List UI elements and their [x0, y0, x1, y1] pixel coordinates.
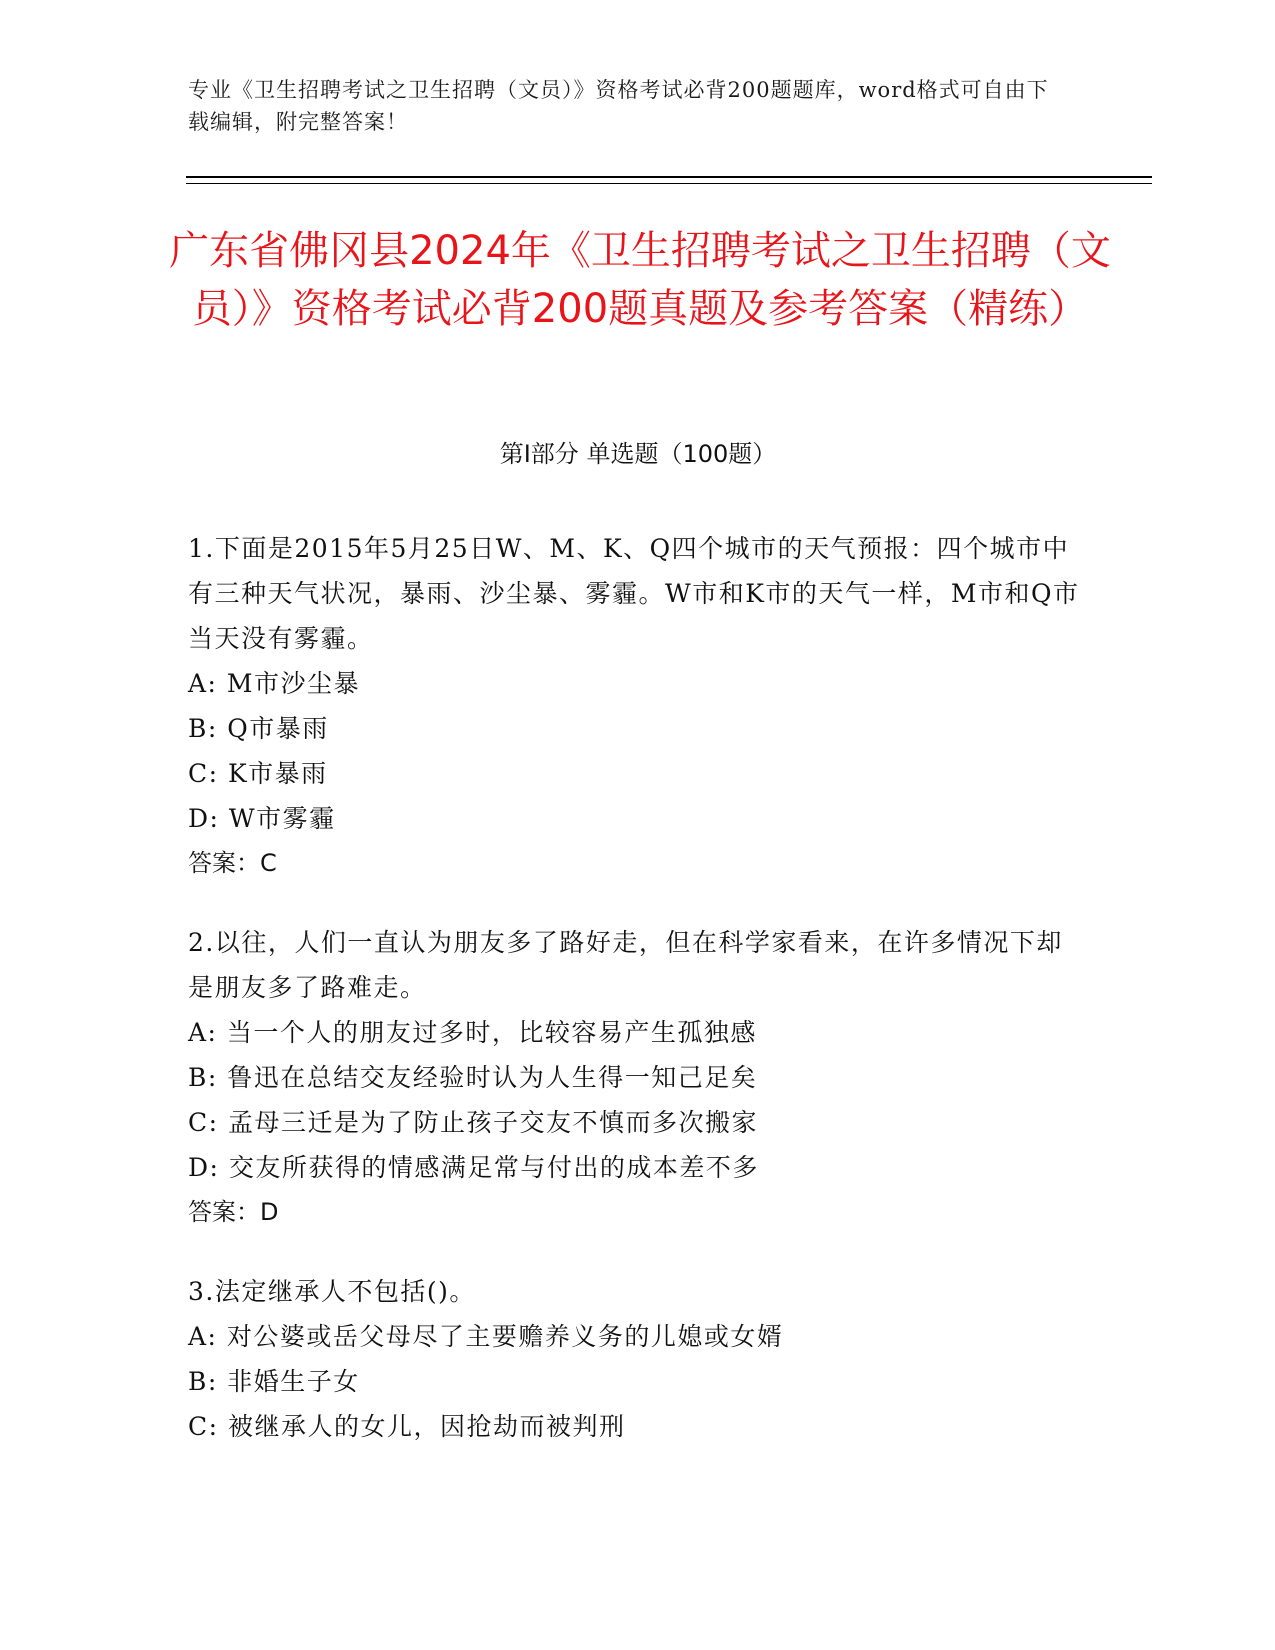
option-c: C: 孟母三迁是为了防止孩子交友不慎而多次搬家 — [188, 1108, 758, 1137]
option-a: A: M市沙尘暴 — [188, 669, 361, 698]
option-c: C: 被继承人的女儿，因抢劫而被判刑 — [188, 1412, 626, 1441]
option-c: C: K市暴雨 — [188, 759, 328, 788]
question-list — [188, 526, 1088, 1483]
option-a: A: 当一个人的朋友过多时，比较容易产生孤独感 — [188, 1018, 757, 1047]
answer: 答案：C — [188, 849, 277, 877]
option-a: A: 对公婆或岳父母尽了主要赡养义务的儿媳或女婿 — [188, 1322, 784, 1351]
question-1 — [188, 526, 1088, 886]
question-stem: 1.下面是2015年5月25日W、M、K、Q四个城市的天气预报：四个城市中有三种天气状况，暴雨、沙尘暴、雾霾。W市和K市的天气一样，M市和Q市当天没有雾霾。 — [188, 534, 1080, 653]
option-d: D: W市雾霾 — [188, 804, 336, 833]
option-b: B: 鲁迅在总结交友经验时认为人生得一知己足矣 — [188, 1063, 758, 1092]
header-divider-thin — [186, 183, 1152, 184]
option-d: D: 交友所获得的情感满足常与付出的成本差不多 — [188, 1153, 759, 1182]
question-2 — [188, 920, 1088, 1235]
question-3 — [188, 1269, 1088, 1449]
question-stem: 2.以往，人们一直认为朋友多了路好走，但在科学家看来，在许多情况下却是朋友多了路难走。 — [188, 928, 1063, 1002]
section-heading: 第I部分 单选题（100题） — [499, 440, 777, 468]
answer: 答案：D — [188, 1198, 279, 1226]
option-b: B: Q市暴雨 — [188, 714, 329, 743]
header-divider-thick — [186, 176, 1152, 178]
option-b: B: 非婚生子女 — [188, 1367, 360, 1396]
question-stem: 3.法定继承人不包括()。 — [188, 1277, 476, 1306]
document-title: 广东省佛冈县2024年《卫生招聘考试之卫生招聘（文员）》资格考试必背200题真题及参考答案（精练） — [169, 228, 1111, 332]
header-note: 专业《卫生招聘考试之卫生招聘（文员）》资格考试必背200题题库，word格式可自由下载编辑，附完整答案！ — [188, 78, 1049, 134]
